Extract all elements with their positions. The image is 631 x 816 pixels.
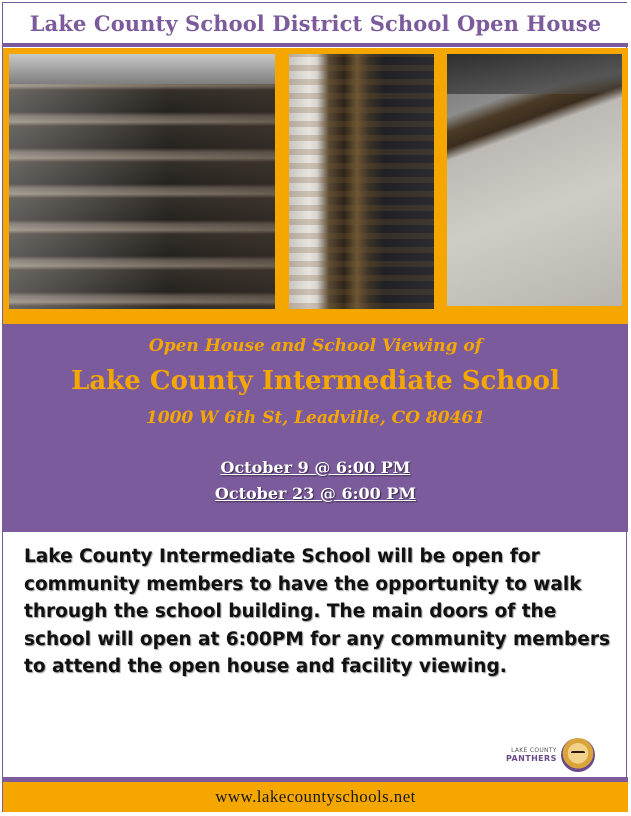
event-date-1: October 9 @ 6:00 PM bbox=[220, 458, 411, 477]
logo-line-2: PANTHERS bbox=[506, 754, 557, 763]
event-banner bbox=[3, 324, 628, 532]
logo-text bbox=[506, 747, 557, 763]
footer-bar bbox=[3, 777, 628, 812]
website-link[interactable]: www.lakecountyschools.net bbox=[215, 787, 416, 806]
panther-icon bbox=[561, 738, 595, 772]
panthers-logo bbox=[506, 735, 606, 775]
school-address: 1000 W 6th St, Leadville, CO 80461 bbox=[145, 408, 486, 428]
header-bar bbox=[3, 3, 628, 47]
event-date-2: October 23 @ 6:00 PM bbox=[214, 484, 417, 503]
stairs-photo bbox=[9, 54, 275, 309]
school-name: Lake County Intermediate School bbox=[71, 366, 560, 396]
logo-line-1: LAKE COUNTY bbox=[511, 747, 557, 754]
crack-photo bbox=[289, 54, 434, 309]
photo-band bbox=[3, 48, 628, 324]
event-subtitle: Open House and School Viewing of bbox=[148, 336, 483, 356]
page-title: Lake County School District School Open House bbox=[29, 10, 602, 36]
floor-photo bbox=[447, 54, 622, 306]
description-text: Lake County Intermediate School will be open for community members to have the opportunity to walk through the school building. The main doors of the school will open at 6:00PM for any community members to attend the open house and facility viewing. bbox=[24, 546, 610, 677]
